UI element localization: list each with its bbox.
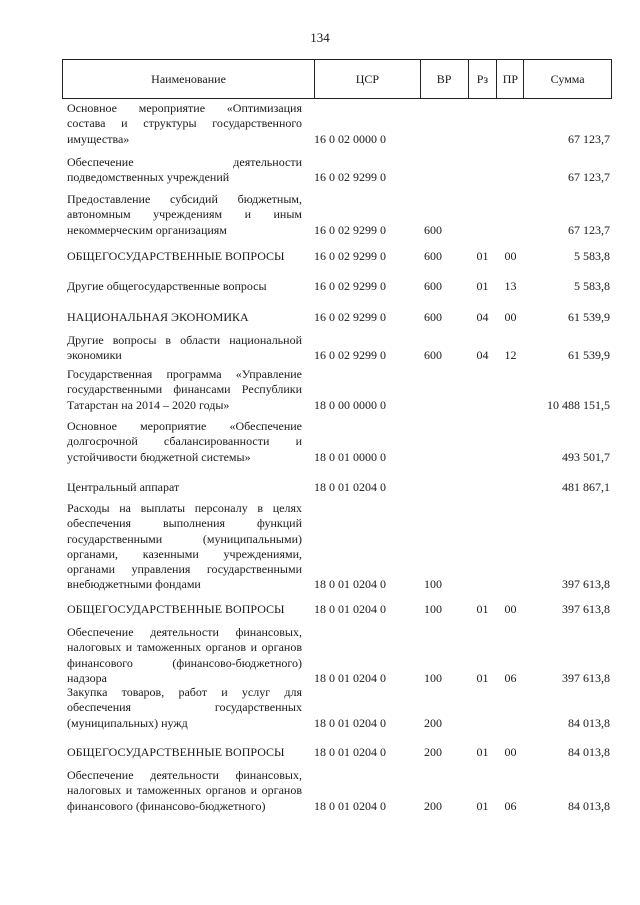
- row-name: Обеспечение деятельности подведомственных учреждений: [67, 155, 302, 185]
- row-name: Основное мероприятие «Обеспечение долгосрочной сбалансированности и устойчивости бюджетной системы»: [67, 419, 302, 464]
- table-row: [62, 155, 612, 186]
- row-rz: 01: [476, 670, 489, 685]
- budget-table: [62, 59, 612, 813]
- row-sum: 84 013,8: [568, 745, 610, 759]
- header-sum: Сумма: [523, 60, 611, 98]
- row-csr: 18 0 01 0204 0: [314, 480, 386, 494]
- header-pr: ПР: [496, 60, 523, 98]
- row-csr: 18 0 01 0204 0: [314, 715, 386, 730]
- row-name: ОБЩЕГОСУДАРСТВЕННЫЕ ВОПРОСЫ: [67, 249, 285, 263]
- row-sum: 397 613,8: [562, 577, 610, 592]
- row-name: ОБЩЕГОСУДАРСТВЕННЫЕ ВОПРОСЫ: [67, 602, 285, 616]
- row-pr: 06: [504, 798, 517, 813]
- table-row: [62, 367, 612, 413]
- row-pr: 12: [504, 348, 517, 363]
- row-name: Другие общегосударственные вопросы: [67, 279, 267, 293]
- table-row: [62, 768, 612, 814]
- row-vr: 600: [424, 222, 442, 237]
- row-pr: 13: [504, 279, 517, 293]
- row-name: Обеспечение деятельности финансовых, налоговых и таможенных органов и органов финансового (финансово-бюджетного) надзора: [67, 625, 302, 685]
- row-sum: 61 539,9: [568, 348, 610, 363]
- table-row: [62, 279, 612, 294]
- page-number: 134: [310, 30, 330, 45]
- row-vr: 100: [424, 670, 442, 685]
- table-row: [62, 101, 612, 147]
- row-vr: 600: [424, 279, 442, 293]
- row-sum: 67 123,7: [568, 222, 610, 237]
- row-pr: 06: [504, 670, 517, 685]
- row-pr: 00: [504, 602, 517, 616]
- row-sum: 84 013,8: [568, 798, 610, 813]
- row-rz: 01: [476, 279, 489, 293]
- row-csr: 18 0 01 0204 0: [314, 745, 386, 759]
- row-pr: 00: [504, 310, 517, 324]
- table-row: [62, 745, 612, 760]
- row-name: ОБЩЕГОСУДАРСТВЕННЫЕ ВОПРОСЫ: [67, 745, 285, 759]
- row-rz: 01: [476, 798, 489, 813]
- row-csr: 16 0 02 0000 0: [314, 131, 386, 146]
- row-vr: 200: [424, 715, 442, 730]
- table-row: [62, 333, 612, 364]
- header-rz: Рз: [468, 60, 497, 98]
- row-sum: 397 613,8: [562, 670, 610, 685]
- header-vr: ВР: [420, 60, 468, 98]
- row-csr: 18 0 01 0204 0: [314, 670, 386, 685]
- row-name: Закупка товаров, работ и услуг для обеспечения государственных (муниципальных) нужд: [67, 685, 302, 730]
- row-name: Расходы на выплаты персоналу в целях обеспечения выполнения функций государственными (муниципальными) органами, казенными учреждениями, органами управления государственными внебюджетными фондами: [67, 501, 302, 592]
- row-csr: 18 0 01 0204 0: [314, 602, 386, 616]
- row-sum: 397 613,8: [562, 602, 610, 616]
- row-csr: 16 0 02 9299 0: [314, 310, 386, 324]
- row-csr: 16 0 02 9299 0: [314, 170, 386, 185]
- row-vr: 100: [424, 602, 442, 616]
- row-vr: 600: [424, 310, 442, 324]
- table-row: [62, 480, 612, 495]
- row-rz: 01: [476, 249, 489, 263]
- row-name: Государственная программа «Управление государственными финансами Республики Татарстан на 2014 – 2020 годы»: [67, 367, 302, 412]
- row-sum: 67 123,7: [568, 131, 610, 146]
- row-name: Обеспечение деятельности финансовых, налоговых и таможенных органов и органов финансового (финансово-бюджетного): [67, 768, 302, 813]
- row-rz: 04: [476, 348, 489, 363]
- row-sum: 61 539,9: [568, 310, 610, 324]
- header-name: Наименование: [151, 71, 226, 86]
- row-name: Центральный аппарат: [67, 480, 180, 494]
- table-header: [62, 59, 612, 99]
- row-sum: 67 123,7: [568, 170, 610, 185]
- row-sum: 5 583,8: [574, 279, 610, 293]
- row-rz: 04: [476, 310, 489, 324]
- row-csr: 18 0 00 0000 0: [314, 397, 386, 412]
- row-sum: 10 488 151,5: [547, 397, 610, 412]
- table-row: [62, 192, 612, 238]
- row-csr: 16 0 02 9299 0: [314, 348, 386, 363]
- table-row: [62, 249, 612, 264]
- table-row: [62, 419, 612, 465]
- row-sum: 493 501,7: [562, 449, 610, 464]
- row-name: Основное мероприятие «Оптимизация состава и структуры государственного имущества»: [67, 101, 302, 146]
- row-name: Другие вопросы в области национальной экономики: [67, 333, 302, 363]
- table-row: [62, 310, 612, 325]
- row-csr: 18 0 01 0204 0: [314, 577, 386, 592]
- row-vr: 600: [424, 249, 442, 263]
- row-sum: 84 013,8: [568, 715, 610, 730]
- table-row: [62, 602, 612, 617]
- row-name: НАЦИОНАЛЬНАЯ ЭКОНОМИКА: [67, 310, 249, 324]
- row-pr: 00: [504, 249, 517, 263]
- row-rz: 01: [476, 602, 489, 616]
- table-row: [62, 685, 612, 731]
- row-pr: 00: [504, 745, 517, 759]
- row-vr: 200: [424, 798, 442, 813]
- header-csr: ЦСР: [314, 60, 420, 98]
- row-vr: 100: [424, 577, 442, 592]
- row-rz: 01: [476, 745, 489, 759]
- row-vr: 600: [424, 348, 442, 363]
- row-sum: 481 867,1: [562, 480, 610, 494]
- row-vr: 200: [424, 745, 442, 759]
- row-name: Предоставление субсидий бюджетным, автономным учреждениям и иным некоммерческим организациям: [67, 192, 302, 237]
- row-sum: 5 583,8: [574, 249, 610, 263]
- table-row: [62, 501, 612, 593]
- row-csr: 16 0 02 9299 0: [314, 249, 386, 263]
- row-csr: 16 0 02 9299 0: [314, 279, 386, 293]
- row-csr: 18 0 01 0204 0: [314, 798, 386, 813]
- table-row: [62, 625, 612, 686]
- row-csr: 16 0 02 9299 0: [314, 222, 386, 237]
- row-csr: 18 0 01 0000 0: [314, 449, 386, 464]
